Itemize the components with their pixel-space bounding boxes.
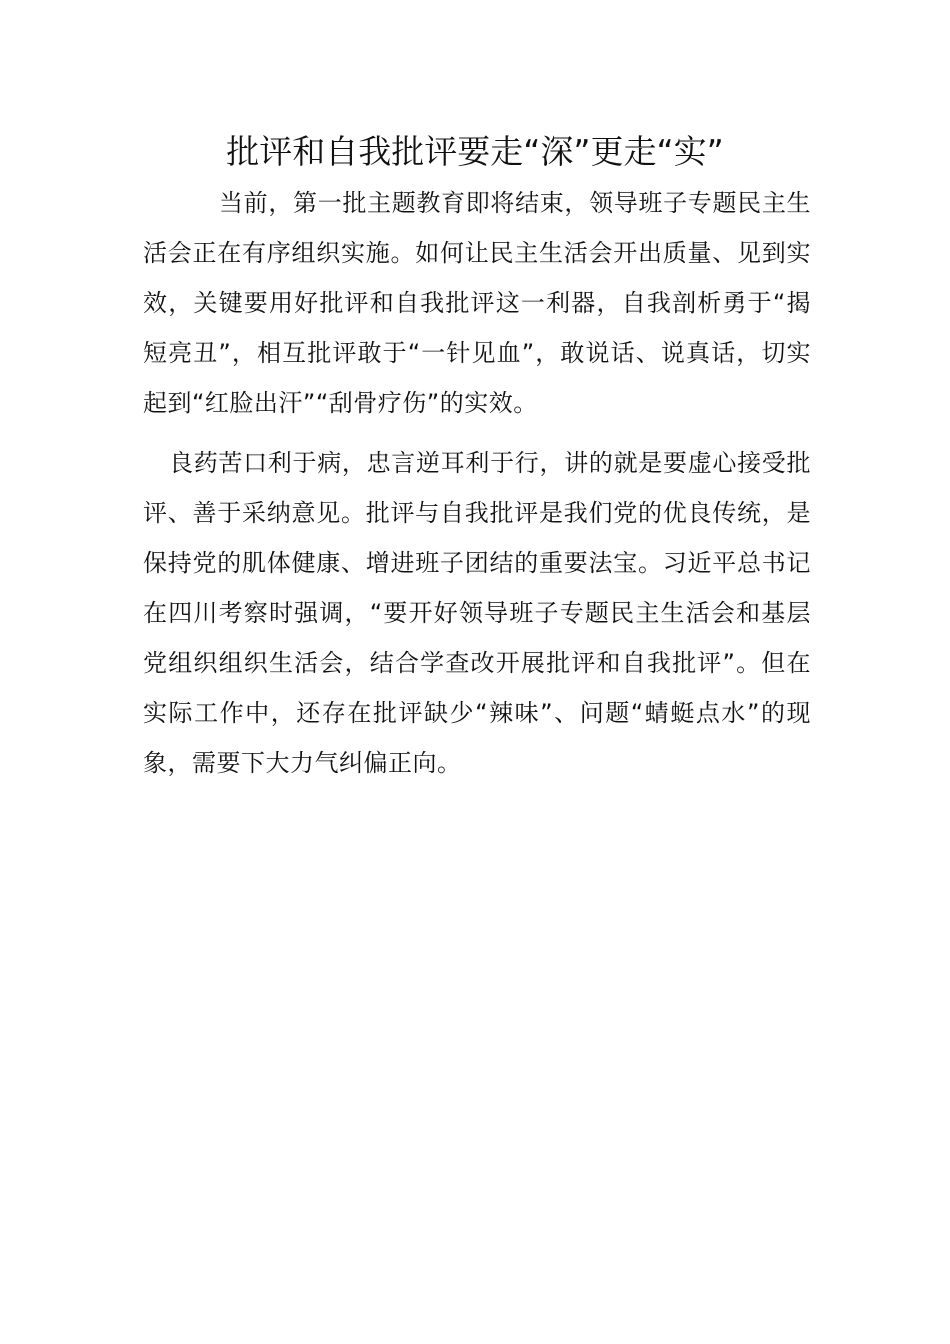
document-body [143,178,811,788]
paragraph-2: 良药苦口利于病，忠言逆耳利于行，讲的就是要虚心接受批评、善于采纳意见。批评与自我批评是我们党的优良传统，是保持党的肌体健康、增进班子团结的重要法宝。习近平总书记在四川考察时强调，“要开好领导班子专题民主生活会和基层党组织组织生活会，结合学查改开展批评和自我批评”。但在实际工作中，还存在批评缺少“辣味”、问题“蜻蜓点水”的现象，需要下大力气纠偏正向。 [143,449,811,777]
paragraph-1: 当前，第一批主题教育即将结束，领导班子专题民主生活会正在有序组织实施。如何让民主生活会开出质量、见到实效，关键要用好批评和自我批评这一利器，自我剖析勇于“揭短亮丑”，相互批评敢于“一针见血”，敢说话、说真话，切实起到“红脸出汗”“刮骨疗伤”的实效。 [143,189,811,417]
document-title: 批评和自我批评要走“深”更走“实” [226,132,724,171]
